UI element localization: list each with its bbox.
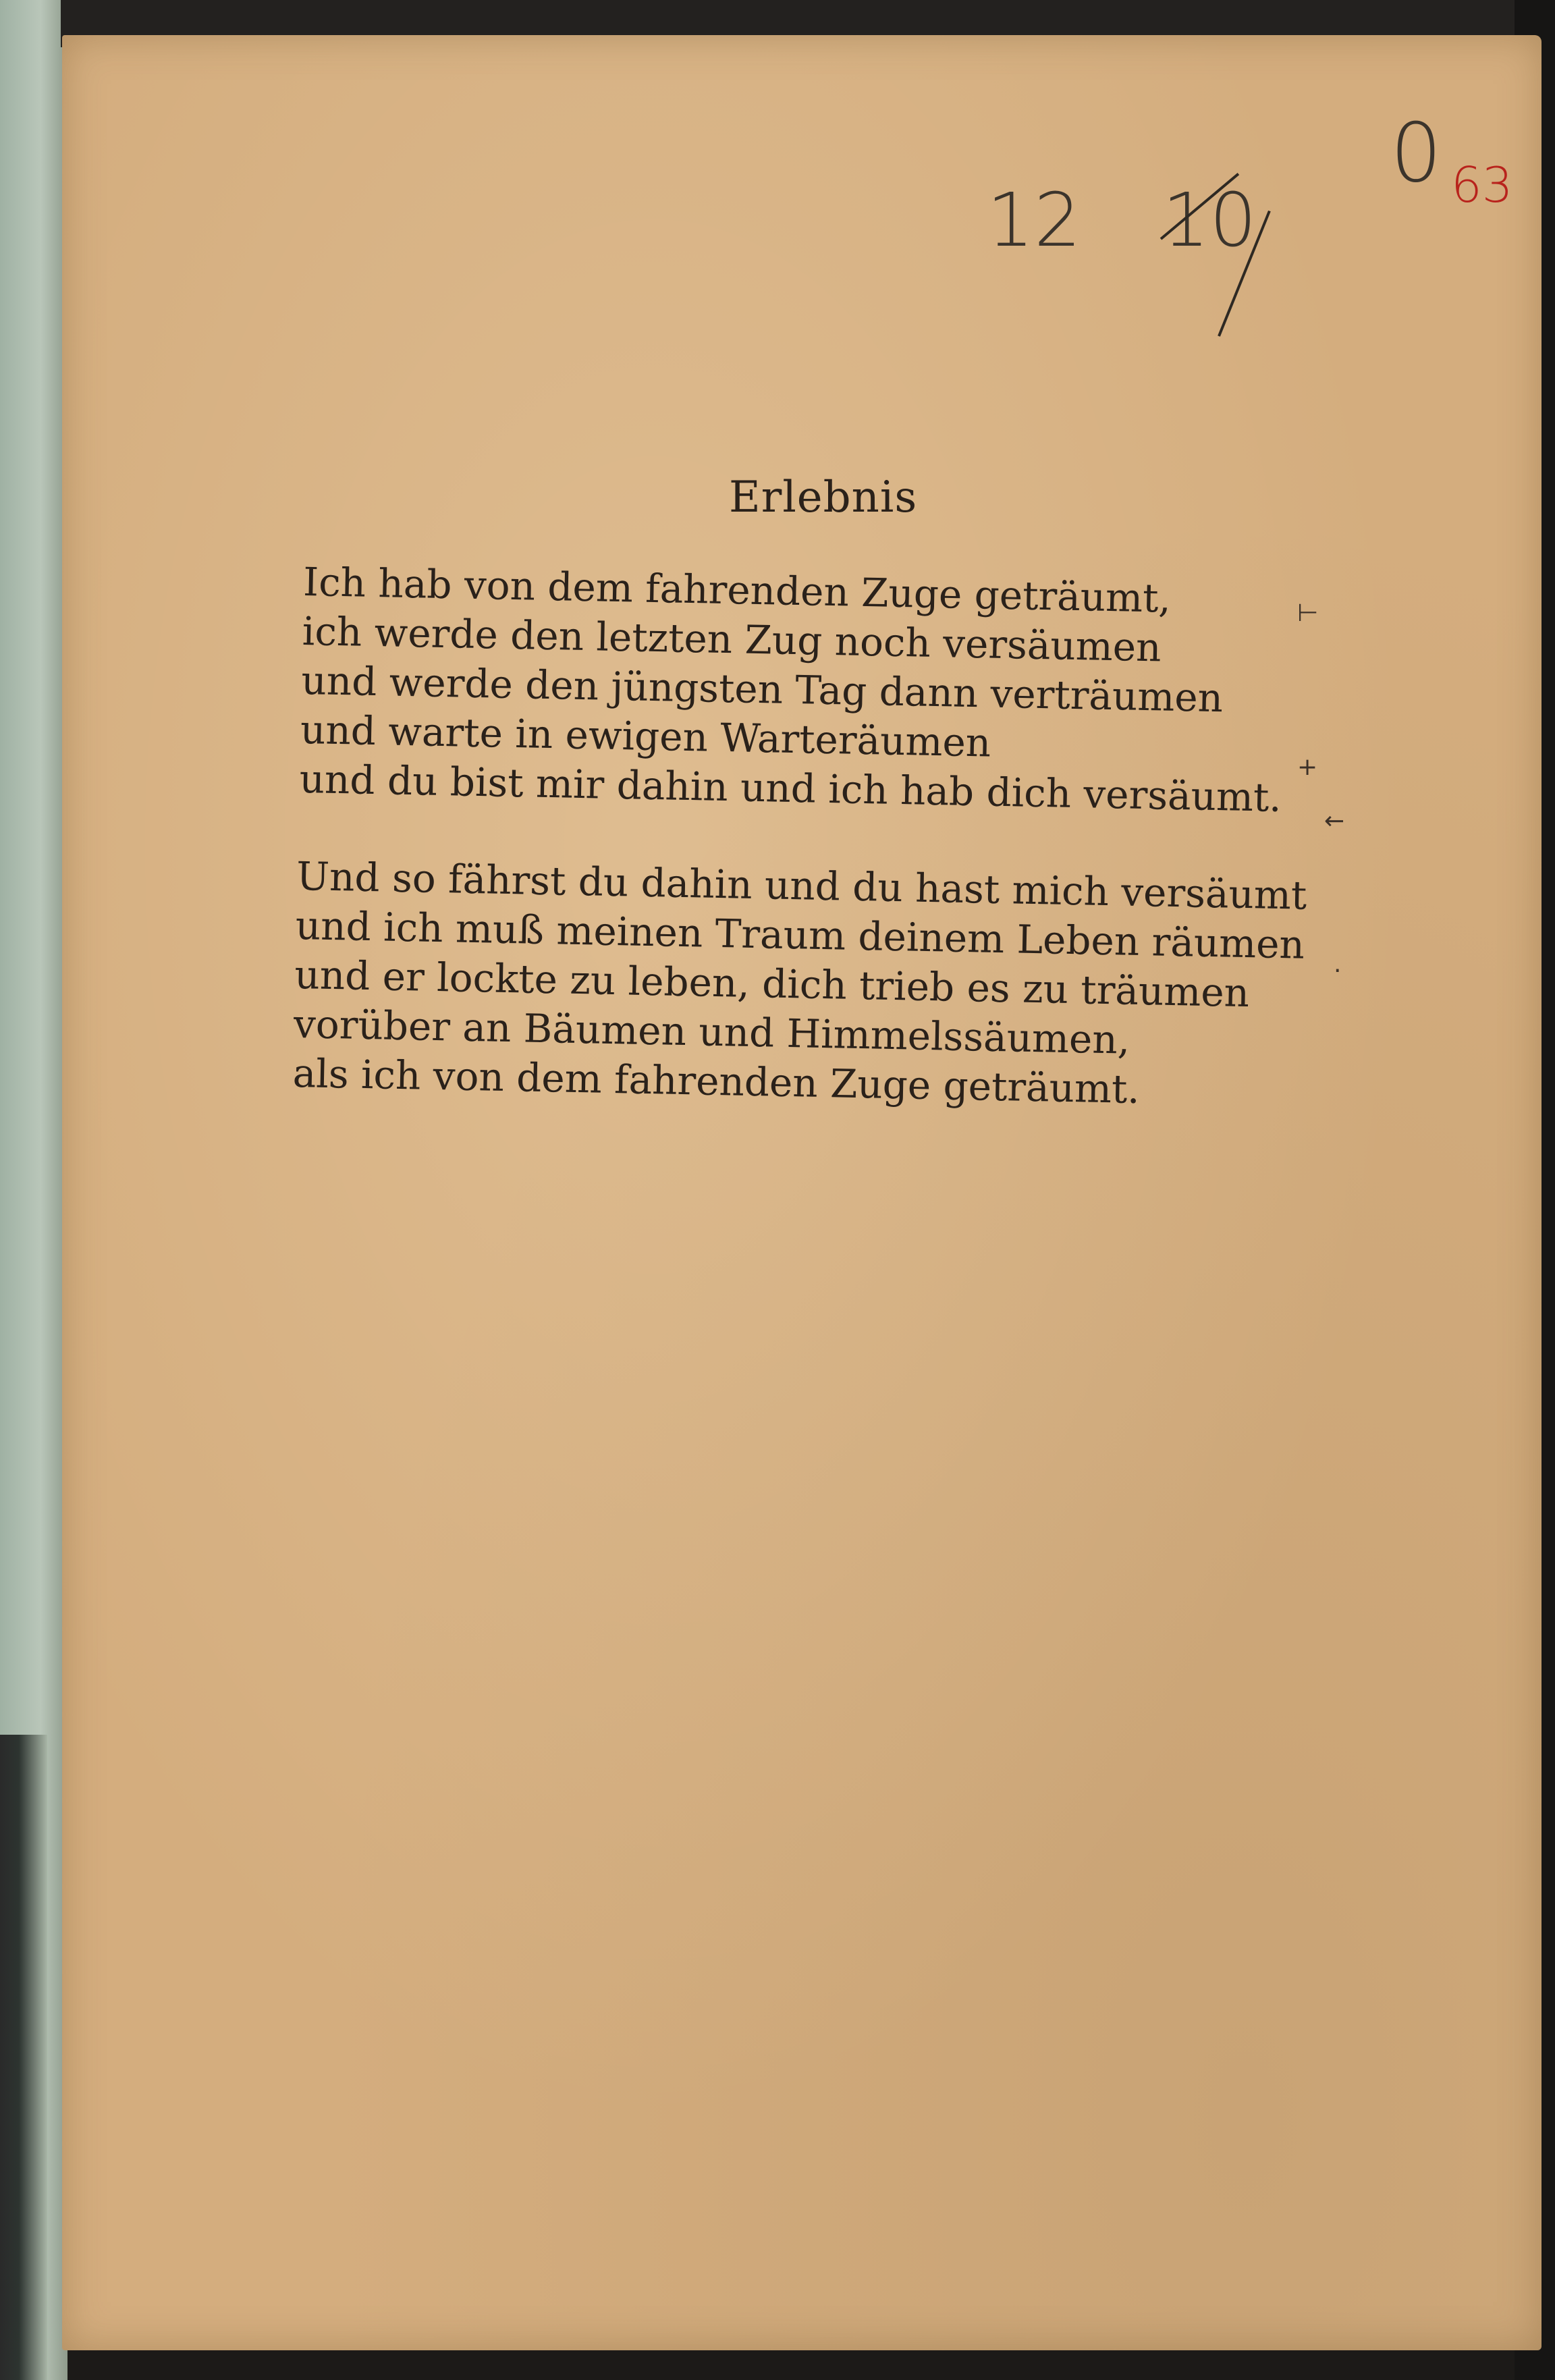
poem-line: als ich von dem fahrenden Zuge geträumt.: [292, 1050, 1141, 1113]
poem-title: Erlebnis: [729, 472, 918, 522]
poem-line: ich werde den letzten Zug noch versäumen: [302, 607, 1162, 671]
poem-line: und du bist mir dahin und ich hab dich versäumt.: [299, 755, 1282, 821]
poem-line: Und so fährst du dahin und du hast mich versäumt: [296, 853, 1307, 919]
poem-stanza-2: [292, 852, 1307, 1118]
poem-line: vorüber an Bäumen und Himmelssäumen,: [293, 1000, 1130, 1063]
page-number-annotation: 12: [987, 177, 1081, 263]
poem-line: und ich muß meinen Traum deinem Leben räumen: [295, 902, 1305, 968]
margin-tick-mark: ←: [1324, 807, 1345, 835]
folio-number-annotation: 63: [1451, 157, 1513, 213]
poem-line: Ich hab von dem fahrenden Zuge geträumt,: [302, 558, 1172, 622]
margin-tick-mark: ⊢: [1297, 599, 1319, 627]
margin-tick-mark: ·: [1334, 957, 1342, 985]
poem-line: und werde den jüngsten Tag dann verträumen: [300, 657, 1224, 722]
document-page: [62, 35, 1542, 2350]
circled-mark-annotation: 0: [1390, 107, 1442, 200]
poem-line: und warte in ewigen Warteräumen: [300, 706, 991, 766]
poem-line: und er lockte zu leben, dich trieb es zu träumen: [294, 951, 1250, 1017]
margin-tick-mark: +: [1297, 753, 1318, 781]
struck-page-number-annotation: 10: [1162, 177, 1257, 263]
poem-stanza-1: [299, 558, 1286, 823]
scan-background-left-lower: [0, 1735, 47, 2380]
